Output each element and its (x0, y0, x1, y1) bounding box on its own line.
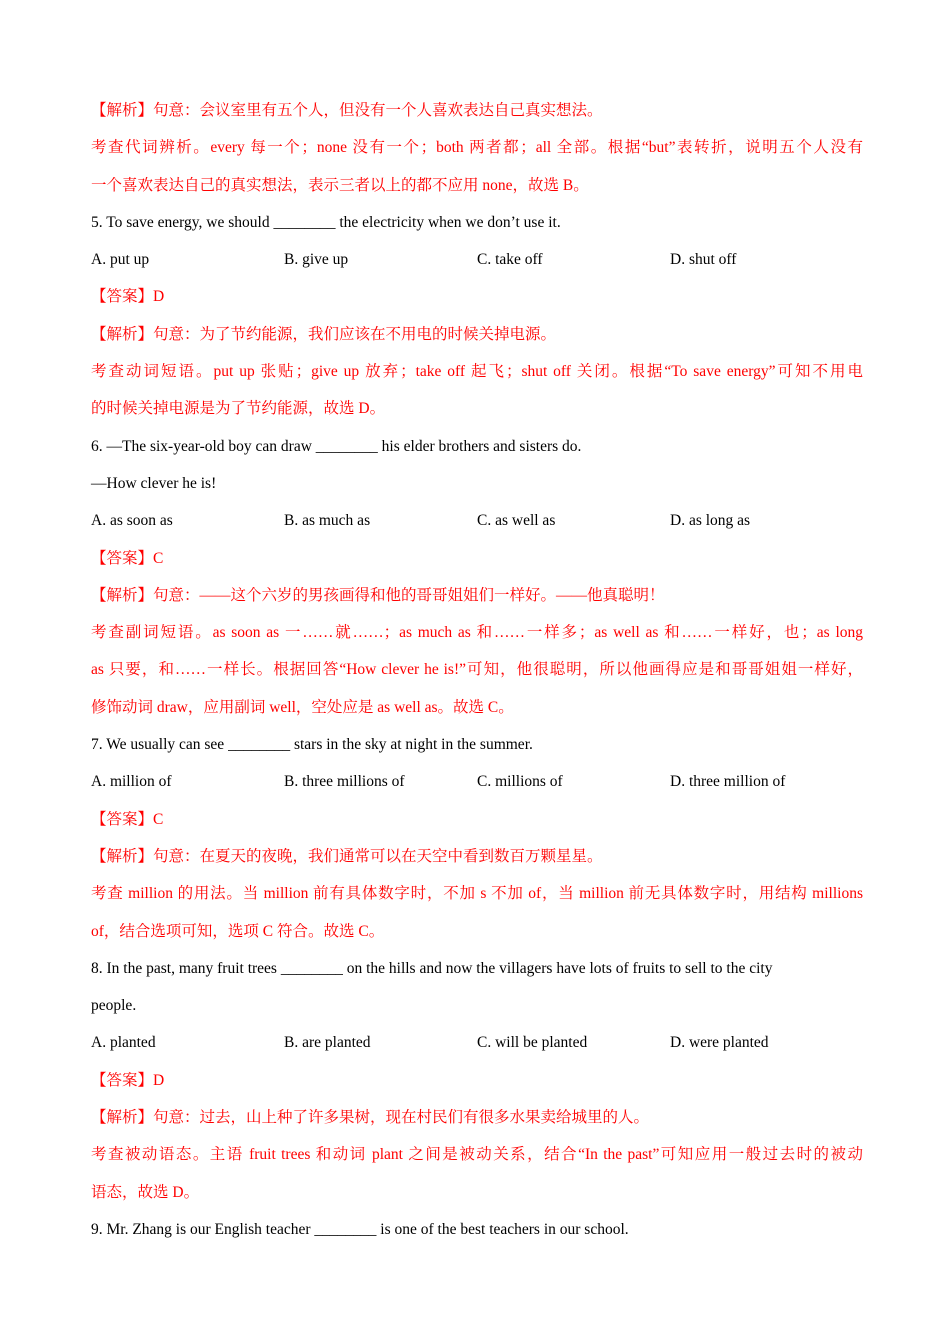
question-line: 5. To save energy, we should ________ the electricity when we don’t use it. (91, 213, 561, 231)
answer-options-row (91, 241, 863, 278)
question-line: —How clever he is! (91, 474, 217, 492)
question-line: 9. Mr. Zhang is our English teacher ________ is one of the best teachers in our school. (91, 1220, 629, 1238)
answer-option: C. take off (477, 251, 543, 269)
answer-options-row (91, 502, 863, 539)
answer-option: D. shut off (670, 251, 737, 269)
explanation-line: 【答案】C (91, 810, 164, 828)
answer-option: D. as long as (670, 512, 751, 530)
explanation-line: 语态，故选 D。 (91, 1183, 200, 1201)
answer-options-row (91, 763, 863, 800)
explanation-line: 【答案】D (91, 1071, 165, 1089)
answer-option: C. millions of (477, 773, 563, 791)
explanation-line: 修饰动词 draw，应用副词 well，空处应是 as well as。故选 C。 (91, 698, 514, 716)
question-line: 6. —The six-year-old boy can draw ________ his elder brothers and sisters do. (91, 437, 582, 455)
explanation-line: 考查 million 的用法。当 million 前有具体数字时，不加 s 不加 of，当 million 前无具体数字时，用结构 millions (91, 885, 863, 903)
explanation-line: 考查副词短语。as soon as 一……就……；as much as 和……一样多；as well as 和……一样好，也；as long (91, 624, 863, 642)
explanation-line: 【解析】句意：为了节约能源，我们应该在不用电的时候关掉电源。 (91, 325, 557, 343)
answer-options-row (91, 1024, 863, 1061)
answer-option: A. put up (91, 251, 150, 269)
answer-option: A. as soon as (91, 512, 173, 530)
explanation-line: 【解析】句意：会议室里有五个人，但没有一个人喜欢表达自己真实想法。 (91, 102, 603, 119)
explanation-line: 一个喜欢表达自己的真实想法，表示三者以上的都不应用 none，故选 B。 (91, 176, 589, 194)
answer-option: C. as well as (477, 512, 556, 530)
explanation-line: 的时候关掉电源是为了节约能源，故选 D。 (91, 400, 386, 418)
answer-option: D. three million of (670, 773, 786, 791)
answer-option: B. three millions of (284, 773, 405, 791)
question-line: 8. In the past, many fruit trees ________ on the hills and now the villagers have lots of fruits to sell to the city (91, 959, 773, 977)
document-page (91, 92, 863, 1248)
explanation-line: 【解析】句意：过去，山上种了许多果树，现在村民们有很多水果卖给城里的人。 (91, 1109, 650, 1127)
answer-option: B. are planted (284, 1034, 371, 1052)
answer-option: B. give up (284, 251, 349, 269)
explanation-line: as 只要，和……一样长。根据回答“How clever he is!”可知，他很聪明，所以他画得应是和哥哥姐姐一样好， (91, 661, 863, 679)
question-line: people. (91, 997, 137, 1015)
explanation-line: of，结合选项可知，选项 C 符合。故选 C。 (91, 922, 385, 940)
question-line: 7. We usually can see ________ stars in the sky at night in the summer. (91, 736, 533, 754)
explanation-line: 【答案】D (91, 288, 165, 306)
explanation-line: 【答案】C (91, 549, 164, 567)
answer-option: B. as much as (284, 512, 371, 530)
answer-option: A. planted (91, 1034, 156, 1052)
explanation-line: 考查动词短语。put up 张贴；give up 放弃；take off 起飞；shut off 关闭。根据“To save energy”可知不用电 (91, 363, 863, 381)
explanation-line: 考查被动语态。主语 fruit trees 和动词 plant 之间是被动关系，结合“In the past”可知应用一般过去时的被动 (91, 1146, 863, 1164)
explanation-line: 【解析】句意：在夏天的夜晚，我们通常可以在天空中看到数百万颗星星。 (91, 847, 603, 865)
answer-option: A. million of (91, 773, 172, 791)
answer-option: C. will be planted (477, 1034, 588, 1052)
explanation-line: 考查代词辨析。every 每一个；none 没有一个；both 两者都；all 全部。根据“but”表转折，说明五个人没有 (91, 139, 863, 157)
answer-option: D. were planted (670, 1034, 769, 1052)
explanation-line: 【解析】句意：——这个六岁的男孩画得和他的哥哥姐姐们一样好。——他真聪明！ (91, 586, 665, 604)
